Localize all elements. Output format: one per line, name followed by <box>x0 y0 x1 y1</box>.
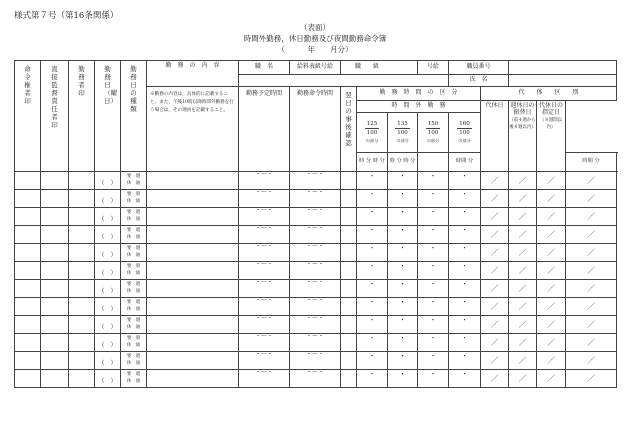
instruction-note: ※勤務の内容は，具体的に記載すること。また，午後10時以降時間外勤務を行う場合は，その理由を記載すること。 <box>147 87 239 172</box>
cell-shubetsu[interactable]: 要 週 休 通 <box>121 171 147 189</box>
cell-daikyubi[interactable]: ／ <box>481 225 509 243</box>
cell-jigo[interactable] <box>341 333 357 351</box>
cell-shitei[interactable]: ／ <box>537 297 566 315</box>
cell-kinmubi[interactable]: （ ） <box>95 207 121 225</box>
cell-daikyubi[interactable]: ／ <box>481 207 509 225</box>
cell-rate135[interactable]: ・ <box>388 261 418 279</box>
cell-stamp-meirei[interactable] <box>15 189 41 207</box>
table-row <box>15 261 617 279</box>
header-kubun: 勤 務 時 間 の 区 分 <box>357 87 481 101</box>
cell-shitei[interactable]: ／ <box>537 333 566 351</box>
cell-rate125[interactable]: ・ <box>357 351 388 369</box>
header-daikyu-kubun: 代 体 区 別 <box>481 87 617 101</box>
cell-daikyubi[interactable]: ／ <box>481 243 509 261</box>
cell-shitei[interactable]: ／ <box>537 261 566 279</box>
cell-naiyou[interactable] <box>147 261 239 279</box>
cell-shitei[interactable]: ／ <box>537 279 566 297</box>
cell-rate160[interactable]: ・ <box>449 207 481 225</box>
header-kinmusha: 勤務者印 <box>69 61 95 172</box>
rate-125: 125 100 の部分 <box>357 113 388 153</box>
header-meirei: 勤務命令時間 <box>290 87 341 172</box>
cell-rate150[interactable]: ・ <box>418 351 449 369</box>
cell-stamp-meirei[interactable] <box>15 297 41 315</box>
cell-meirei[interactable]: ・～・ <box>290 243 341 261</box>
cell-meirei[interactable]: ・～・ <box>290 297 341 315</box>
header-furikae: 週休日の振替日 （前４週から後８週以内） <box>509 101 537 172</box>
cell-kinmubi[interactable]: （ ） <box>95 261 121 279</box>
cell-stamp-chokusetsu[interactable] <box>41 297 69 315</box>
cell-naiyou[interactable] <box>147 279 239 297</box>
cell-daikyubi[interactable]: ／ <box>481 279 509 297</box>
cell-naiyou[interactable] <box>147 369 239 387</box>
cell-rate135[interactable]: ・ <box>388 297 418 315</box>
period-label: （ 年 月分） <box>277 45 353 54</box>
cell-shitei-extra[interactable]: ／ <box>566 171 617 189</box>
cell-meirei[interactable]: ・～・ <box>290 171 341 189</box>
cell-meirei[interactable]: ・～・ <box>290 261 341 279</box>
cell-shubetsu[interactable]: 要 週 休 通 <box>121 243 147 261</box>
cell-rate160[interactable]: ・ <box>449 171 481 189</box>
cell-furikae[interactable]: ／ <box>509 243 537 261</box>
cell-jigo[interactable] <box>341 171 357 189</box>
cell-rate150[interactable]: ・ <box>418 333 449 351</box>
cell-rate125[interactable]: ・ <box>357 225 388 243</box>
cell-stamp-meirei[interactable] <box>15 261 41 279</box>
cell-rate150[interactable]: ・ <box>418 297 449 315</box>
table-row <box>15 369 617 387</box>
cell-rate135[interactable]: ・ <box>388 315 418 333</box>
header-shimei: 氏 名 <box>449 75 509 87</box>
cell-rate125[interactable]: ・ <box>357 261 388 279</box>
cell-jigo[interactable] <box>341 297 357 315</box>
cell-jigo[interactable] <box>341 261 357 279</box>
cell-jigo[interactable] <box>341 369 357 387</box>
cell-shitei-extra[interactable]: ／ <box>566 333 617 351</box>
cell-shitei[interactable]: ／ <box>537 171 566 189</box>
cell-furikae[interactable]: ／ <box>509 351 537 369</box>
cell-naiyou[interactable] <box>147 297 239 315</box>
unit-jifun-yotei: 時 分 時 分 <box>357 153 388 172</box>
header-shokuin-bango: 職員番号 <box>449 61 509 75</box>
name-area[interactable] <box>239 75 449 87</box>
cell-rate150[interactable]: ・ <box>418 171 449 189</box>
cell-daikyubi[interactable]: ／ <box>481 333 509 351</box>
cell-rate125[interactable]: ・ <box>357 279 388 297</box>
cell-jigo[interactable] <box>341 243 357 261</box>
cell-jigo[interactable] <box>341 225 357 243</box>
cell-kinmubi[interactable]: （ ） <box>95 351 121 369</box>
cell-stamp-chokusetsu[interactable] <box>41 243 69 261</box>
cell-shubetsu[interactable]: 要 週 休 通 <box>121 279 147 297</box>
cell-stamp-kinmusha[interactable] <box>69 207 95 225</box>
table-row <box>15 207 617 225</box>
cell-rate150[interactable]: ・ <box>418 315 449 333</box>
cell-jigo[interactable] <box>341 351 357 369</box>
cell-kinmubi[interactable]: （ ） <box>95 297 121 315</box>
cell-yotei[interactable]: ・～・ <box>239 351 290 369</box>
table-row <box>15 189 617 207</box>
cell-yotei[interactable]: ・～・ <box>239 171 290 189</box>
cell-kinmubi[interactable]: （ ） <box>95 315 121 333</box>
shokuin-bango-value[interactable] <box>509 61 617 75</box>
cell-stamp-kinmusha[interactable] <box>69 279 95 297</box>
table-row <box>15 315 617 333</box>
cell-shitei-extra[interactable]: ／ <box>566 207 617 225</box>
cell-shubetsu[interactable]: 要 週 休 通 <box>121 225 147 243</box>
cell-furikae[interactable]: ／ <box>509 207 537 225</box>
cell-rate135[interactable]: ・ <box>388 243 418 261</box>
header-yotei: 勤務予定時間 <box>239 87 290 172</box>
cell-yotei[interactable]: ・～・ <box>239 369 290 387</box>
cell-yotei[interactable]: ・～・ <box>239 297 290 315</box>
cell-stamp-chokusetsu[interactable] <box>41 189 69 207</box>
cell-rate160[interactable]: ・ <box>449 225 481 243</box>
table-row <box>15 351 617 369</box>
table-row <box>15 297 617 315</box>
cell-rate125[interactable]: ・ <box>357 207 388 225</box>
cell-daikyubi[interactable]: ／ <box>481 315 509 333</box>
cell-yotei[interactable]: ・～・ <box>239 189 290 207</box>
cell-rate150[interactable]: ・ <box>418 225 449 243</box>
cell-stamp-meirei[interactable] <box>15 279 41 297</box>
cell-rate160[interactable]: ・ <box>449 261 481 279</box>
header-chokusetsu: 直接監督責任者印 <box>41 61 69 172</box>
cell-daikyubi[interactable]: ／ <box>481 171 509 189</box>
document-title: 時間外勤務，休日勤務及び夜間勤務命令簿 <box>243 34 387 43</box>
cell-meirei[interactable]: ・～・ <box>290 189 341 207</box>
cell-jigo[interactable] <box>341 279 357 297</box>
header-naiyou: 勤 務 の 内 容 <box>147 61 239 87</box>
cell-kinmubi[interactable]: （ ） <box>95 189 121 207</box>
cell-stamp-chokusetsu[interactable] <box>41 171 69 189</box>
form-number: 様式第７号（第16条関係） <box>14 11 119 21</box>
header-meirei-kensha: 命令権者印 <box>15 61 41 172</box>
header-daikyubi: 代休日 <box>481 101 509 172</box>
cell-stamp-chokusetsu[interactable] <box>41 225 69 243</box>
cell-shubetsu[interactable]: 要 週 休 通 <box>121 207 147 225</box>
header-jikangai: 時 間 外 勤 務 <box>357 101 481 113</box>
cell-shitei[interactable]: ／ <box>537 189 566 207</box>
cell-yotei[interactable]: ・～・ <box>239 207 290 225</box>
cell-meirei[interactable]: ・～・ <box>290 279 341 297</box>
cell-furikae[interactable]: ／ <box>509 261 537 279</box>
cell-rate150[interactable]: ・ <box>418 207 449 225</box>
cell-stamp-meirei[interactable] <box>15 243 41 261</box>
cell-yotei[interactable]: ・～・ <box>239 333 290 351</box>
cell-yotei[interactable]: ・～・ <box>239 315 290 333</box>
cell-stamp-kinmusha[interactable] <box>69 261 95 279</box>
cell-shitei-extra[interactable]: ／ <box>566 189 617 207</box>
unit-rate-135: 時間 分 <box>566 153 617 172</box>
cell-kinmubi[interactable]: （ ） <box>95 243 121 261</box>
cell-shubetsu[interactable]: 要 週 休 通 <box>121 333 147 351</box>
cell-rate135[interactable]: ・ <box>388 351 418 369</box>
cell-rate125[interactable]: ・ <box>357 171 388 189</box>
cell-furikae[interactable]: ／ <box>509 297 537 315</box>
cell-rate125[interactable]: ・ <box>357 189 388 207</box>
cell-yotei[interactable]: ・～・ <box>239 225 290 243</box>
cell-stamp-kinmusha[interactable] <box>69 225 95 243</box>
cell-rate160[interactable]: ・ <box>449 369 481 387</box>
cell-daikyubi[interactable]: ／ <box>481 297 509 315</box>
cell-yotei[interactable]: ・～・ <box>239 279 290 297</box>
cell-shubetsu[interactable]: 要 週 休 通 <box>121 315 147 333</box>
cell-meirei[interactable]: ・～・ <box>290 225 341 243</box>
cell-rate135[interactable]: ・ <box>388 279 418 297</box>
cell-stamp-kinmusha[interactable] <box>69 243 95 261</box>
cell-naiyou[interactable] <box>147 189 239 207</box>
cell-shitei-extra[interactable]: ／ <box>566 315 617 333</box>
cell-stamp-meirei[interactable] <box>15 225 41 243</box>
cell-shubetsu[interactable]: 要 週 休 通 <box>121 369 147 387</box>
cell-shitei[interactable]: ／ <box>537 207 566 225</box>
cell-stamp-chokusetsu[interactable] <box>41 315 69 333</box>
cell-stamp-meirei[interactable] <box>15 315 41 333</box>
cell-rate135[interactable]: ・ <box>388 171 418 189</box>
cell-rate135[interactable]: ・ <box>388 369 418 387</box>
cell-rate160[interactable]: ・ <box>449 315 481 333</box>
cell-stamp-kinmusha[interactable] <box>69 171 95 189</box>
cell-yotei[interactable]: ・～・ <box>239 261 290 279</box>
cell-furikae[interactable]: ／ <box>509 333 537 351</box>
rate-160: 160 100 の部分 <box>449 113 481 153</box>
rate-150: 150 100 の部分 <box>418 113 449 153</box>
cell-rate150[interactable]: ・ <box>418 243 449 261</box>
header-jigo: 翌日の事後確認 <box>341 87 357 172</box>
cell-rate125[interactable]: ・ <box>357 333 388 351</box>
cell-kinmubi[interactable]: （ ） <box>95 171 121 189</box>
cell-stamp-kinmusha[interactable] <box>69 369 95 387</box>
cell-stamp-meirei[interactable] <box>15 171 41 189</box>
cell-furikae[interactable]: ／ <box>509 315 537 333</box>
cell-shitei[interactable]: ／ <box>537 351 566 369</box>
cell-rate125[interactable]: ・ <box>357 315 388 333</box>
cell-shitei[interactable]: ／ <box>537 225 566 243</box>
cell-rate160[interactable]: ・ <box>449 279 481 297</box>
cell-naiyou[interactable] <box>147 333 239 351</box>
header-kinmubi: 勤務日（曜日） <box>95 61 121 172</box>
cell-stamp-meirei[interactable] <box>15 333 41 351</box>
cell-rate150[interactable]: ・ <box>418 279 449 297</box>
cell-shitei-extra[interactable]: ／ <box>566 351 617 369</box>
cell-rate125[interactable]: ・ <box>357 369 388 387</box>
command-register-table <box>14 60 617 388</box>
header-shokumei: 職 名 <box>239 61 290 75</box>
cell-shitei[interactable]: ／ <box>537 243 566 261</box>
cell-furikae[interactable]: ／ <box>509 369 537 387</box>
cell-stamp-chokusetsu[interactable] <box>41 207 69 225</box>
data-rows <box>15 171 617 387</box>
cell-rate135[interactable]: ・ <box>388 225 418 243</box>
cell-rate160[interactable]: ・ <box>449 297 481 315</box>
rate-135: 135 100 の部分 <box>388 113 418 153</box>
cell-meirei[interactable]: ・～・ <box>290 369 341 387</box>
cell-rate150[interactable]: ・ <box>418 369 449 387</box>
cell-shubetsu[interactable]: 要 週 休 通 <box>121 297 147 315</box>
cell-shitei-extra[interactable]: ／ <box>566 297 617 315</box>
table-row <box>15 171 617 189</box>
cell-meirei[interactable]: ・～・ <box>290 207 341 225</box>
cell-jigo[interactable] <box>341 207 357 225</box>
cell-rate150[interactable]: ・ <box>418 261 449 279</box>
header-kyuryo: 給料表級号給 <box>290 61 341 75</box>
cell-meirei[interactable]: ・～・ <box>290 333 341 351</box>
cell-stamp-chokusetsu[interactable] <box>41 261 69 279</box>
cell-naiyou[interactable] <box>147 315 239 333</box>
header-shitei: 代休日の指定日 （８週間以内） <box>537 101 566 172</box>
cell-jigo[interactable] <box>341 315 357 333</box>
cell-kinmubi[interactable]: （ ） <box>95 279 121 297</box>
cell-naiyou[interactable] <box>147 243 239 261</box>
cell-daikyubi[interactable]: ／ <box>481 351 509 369</box>
cell-stamp-chokusetsu[interactable] <box>41 333 69 351</box>
cell-stamp-kinmusha[interactable] <box>69 297 95 315</box>
cell-shubetsu[interactable]: 要 週 休 通 <box>121 351 147 369</box>
cell-stamp-kinmusha[interactable] <box>69 189 95 207</box>
cell-stamp-meirei[interactable] <box>15 351 41 369</box>
cell-naiyou[interactable] <box>147 171 239 189</box>
unit-jifun-blank <box>418 153 449 172</box>
header-shokukyu: 職 級 <box>341 61 418 75</box>
cell-rate160[interactable]: ・ <box>449 333 481 351</box>
cell-shitei-extra[interactable]: ／ <box>566 243 617 261</box>
cell-rate135[interactable]: ・ <box>388 333 418 351</box>
cell-meirei[interactable]: ・～・ <box>290 315 341 333</box>
header-shubetsu: 勤務日の種類 <box>121 61 147 172</box>
cell-furikae[interactable]: ／ <box>509 189 537 207</box>
cell-kinmubi[interactable]: （ ） <box>95 369 121 387</box>
cell-naiyou[interactable] <box>147 207 239 225</box>
cell-rate135[interactable]: ・ <box>388 189 418 207</box>
cell-daikyubi[interactable]: ／ <box>481 189 509 207</box>
cell-shubetsu[interactable]: 要 週 休 通 <box>121 261 147 279</box>
cell-stamp-kinmusha[interactable] <box>69 315 95 333</box>
cell-meirei[interactable]: ・～・ <box>290 351 341 369</box>
header-gokyu: 号給 <box>418 61 449 75</box>
cell-jigo[interactable] <box>341 189 357 207</box>
table-row <box>15 279 617 297</box>
cell-rate160[interactable]: ・ <box>449 189 481 207</box>
unit-jifun-meirei: 時 分 時 分 <box>388 153 418 172</box>
cell-shitei-extra[interactable]: ／ <box>566 279 617 297</box>
cell-furikae[interactable]: ／ <box>509 225 537 243</box>
cell-rate125[interactable]: ・ <box>357 297 388 315</box>
cell-kinmubi[interactable]: （ ） <box>95 225 121 243</box>
table-row <box>15 243 617 261</box>
table-row <box>15 333 617 351</box>
cell-furikae[interactable]: ／ <box>509 171 537 189</box>
cell-daikyubi[interactable]: ／ <box>481 261 509 279</box>
unit-rate-125: 時間 分 <box>449 153 481 172</box>
cell-shitei[interactable]: ／ <box>537 369 566 387</box>
table-row <box>15 225 617 243</box>
cell-rate150[interactable]: ・ <box>418 189 449 207</box>
title-block <box>0 22 630 55</box>
cell-rate160[interactable]: ・ <box>449 351 481 369</box>
cell-kinmubi[interactable]: （ ） <box>95 333 121 351</box>
cell-naiyou[interactable] <box>147 225 239 243</box>
cell-rate135[interactable]: ・ <box>388 207 418 225</box>
cell-rate160[interactable]: ・ <box>449 243 481 261</box>
cell-stamp-kinmusha[interactable] <box>69 333 95 351</box>
cell-shubetsu[interactable]: 要 週 休 通 <box>121 189 147 207</box>
side-label: （表面） <box>300 23 330 32</box>
cell-shitei-extra[interactable]: ／ <box>566 225 617 243</box>
cell-daikyubi[interactable]: ／ <box>481 369 509 387</box>
cell-rate125[interactable]: ・ <box>357 243 388 261</box>
cell-stamp-kinmusha[interactable] <box>69 351 95 369</box>
cell-stamp-chokusetsu[interactable] <box>41 351 69 369</box>
cell-stamp-meirei[interactable] <box>15 207 41 225</box>
cell-shitei-extra[interactable]: ／ <box>566 261 617 279</box>
cell-naiyou[interactable] <box>147 351 239 369</box>
cell-shitei-extra[interactable]: ／ <box>566 369 617 387</box>
cell-stamp-chokusetsu[interactable] <box>41 369 69 387</box>
cell-furikae[interactable]: ／ <box>509 279 537 297</box>
cell-shitei[interactable]: ／ <box>537 315 566 333</box>
cell-stamp-meirei[interactable] <box>15 369 41 387</box>
shimei-value[interactable] <box>509 75 617 87</box>
cell-yotei[interactable]: ・～・ <box>239 243 290 261</box>
cell-stamp-chokusetsu[interactable] <box>41 279 69 297</box>
